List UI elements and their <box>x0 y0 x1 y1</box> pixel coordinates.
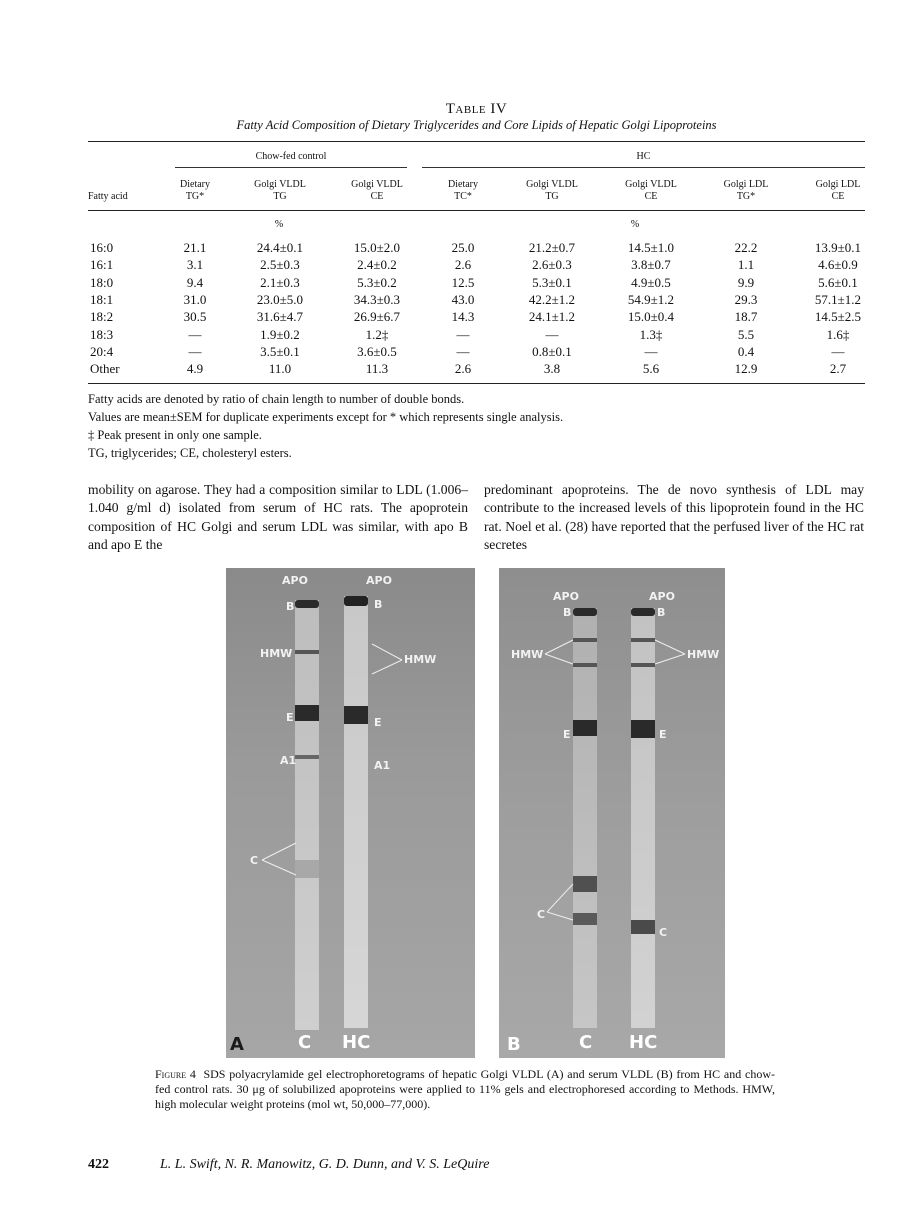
table-cell: 14.3 <box>451 309 475 325</box>
column-header <box>706 179 786 203</box>
table-cell: 26.9±6.7 <box>353 309 401 325</box>
table-cell: 4.9 <box>186 361 204 377</box>
column-header <box>155 179 235 203</box>
body-left-column: mobility on agarose. They had a composition similar to LDL (1.006–1.040 g/ml d) isolated from serum of HC rats. The apoprotein composition of HC Golgi and serum LDL was similar, with apo B and apo E the <box>88 482 468 552</box>
table-cell: 9.4 <box>186 274 204 290</box>
column-header-line: Golgi VLDL <box>526 179 578 190</box>
column-header-line: Golgi LDL <box>815 179 861 190</box>
footnote-2: Values are mean±SEM for duplicate experiments except for * which represents single analysis. <box>88 410 564 424</box>
table-cell: — <box>456 326 470 342</box>
label-apo-right: APO <box>366 574 392 587</box>
table-cell: 31.0 <box>183 291 207 307</box>
table-cell: 22.2 <box>734 240 758 255</box>
label-b-left: B <box>286 600 295 613</box>
label-hmw-right: HMW <box>404 653 437 666</box>
row-label: Other <box>90 361 120 377</box>
table-cell: 1.6‡ <box>826 326 850 342</box>
column-header-line: TC* <box>454 191 472 202</box>
table-cell: 43.0 <box>451 291 475 307</box>
table-cell: 4.6±0.9 <box>818 257 858 273</box>
column-header-line: TG* <box>736 191 756 202</box>
table-cell: 2.4±0.2 <box>357 257 397 273</box>
column-header-line: TG <box>545 191 559 202</box>
label-hmw-right: HMW <box>687 648 720 661</box>
table-cell: 29.3 <box>734 291 758 307</box>
row-label: 18:2 <box>90 309 114 325</box>
table-cell: — <box>188 343 202 359</box>
column-header <box>611 179 691 203</box>
table-cell: 25.0 <box>451 240 475 255</box>
table-cell: 3.8±0.7 <box>631 257 671 273</box>
group-rule-hc <box>422 167 865 168</box>
row-label: 18:0 <box>90 274 114 290</box>
table-cell: 3.5±0.1 <box>260 343 300 359</box>
footnote-1: Fatty acids are denoted by ratio of chain length to number of double bonds. <box>88 392 465 406</box>
table-cell: 23.0±5.0 <box>256 291 304 307</box>
column-header <box>337 179 417 203</box>
table-cell: — <box>456 343 470 359</box>
table-cell: 4.9±0.5 <box>631 274 671 290</box>
group-header-hc: HC <box>636 151 651 162</box>
table-cell: 5.6 <box>642 361 660 377</box>
table-cell: 12.9 <box>734 361 758 377</box>
label-b-left: B <box>563 606 572 619</box>
table-cell: 5.6±0.1 <box>818 274 858 290</box>
table-cell: 2.6±0.3 <box>532 257 572 273</box>
figure-caption <box>155 1067 775 1112</box>
row-label: 18:3 <box>90 326 114 342</box>
fatty-acid-header: Fatty acid <box>88 191 128 202</box>
column-header-line: Golgi VLDL <box>625 179 677 190</box>
table-cell: 42.2±1.2 <box>528 291 576 307</box>
column-header-line: CE <box>644 191 658 202</box>
footnote-3: ‡ Peak present in only one sample. <box>88 428 262 442</box>
table-cell: 0.8±0.1 <box>532 343 572 359</box>
panel-a-lane-c: C <box>298 1032 312 1053</box>
column-header <box>512 179 592 203</box>
label-c: C <box>250 854 259 867</box>
table-cell: 21.2±0.7 <box>528 240 576 255</box>
table-cell: 2.6 <box>454 257 472 273</box>
table-cell: 21.1 <box>183 240 207 255</box>
label-c-right: C <box>659 926 668 939</box>
table-cell: 12.5 <box>451 274 475 290</box>
column-header-line: Golgi LDL <box>723 179 769 190</box>
table-cell: 2.7 <box>829 361 847 377</box>
unit-chow: % <box>274 219 284 230</box>
table-cell: — <box>545 326 559 342</box>
table-cell: 1.1 <box>737 257 755 273</box>
table-cell: 14.5±2.5 <box>814 309 862 325</box>
table-cell: 11.0 <box>268 361 292 377</box>
table-cell: 15.0±2.0 <box>353 240 401 255</box>
panel-b-letter: B <box>507 1034 521 1055</box>
page-number: 422 <box>88 1157 109 1172</box>
caption-label: Figure 4 <box>155 1067 196 1081</box>
table-cell: 13.9±0.1 <box>814 240 862 255</box>
table-cell: 2.6 <box>454 361 472 377</box>
panel-a-letter: A <box>230 1034 244 1055</box>
panel-b-lane-c: C <box>579 1032 593 1053</box>
column-header-line: CE <box>831 191 845 202</box>
table-bottom-rule <box>88 383 865 384</box>
table-cell: 2.1±0.3 <box>260 274 300 290</box>
label-a1-right: A1 <box>374 759 391 772</box>
label-b-right: B <box>657 606 666 619</box>
table-cell: 3.8 <box>543 361 561 377</box>
table-cell: 54.9±1.2 <box>627 291 675 307</box>
table-cell: 11.3 <box>365 361 389 377</box>
running-authors: L. L. Swift, N. R. Manowitz, G. D. Dunn, and V. S. LeQuire <box>160 1157 490 1172</box>
column-header <box>423 179 503 203</box>
table-header-rule <box>88 210 865 211</box>
panel-a-lane-hc: HC <box>342 1032 371 1053</box>
row-label: 18:1 <box>90 291 114 307</box>
table-cell: 0.4 <box>737 343 755 359</box>
column-header <box>798 179 878 203</box>
label-b-right: B <box>374 598 383 611</box>
label-e-left: E <box>563 728 571 741</box>
table-cell: 24.4±0.1 <box>256 240 304 255</box>
label-e-right: E <box>374 716 382 729</box>
column-header-line: Golgi VLDL <box>351 179 403 190</box>
table-cell: 5.5 <box>737 326 755 342</box>
table-cell: 15.0±0.4 <box>627 309 675 325</box>
table-cell: — <box>644 343 658 359</box>
table-title: Table IV <box>445 101 508 117</box>
label-e-left: E <box>286 711 294 724</box>
table-cell: 14.5±1.0 <box>627 240 675 255</box>
table-cell: 1.9±0.2 <box>260 326 300 342</box>
table-cell: 1.3‡ <box>639 326 663 342</box>
table-cell: 31.6±4.7 <box>256 309 304 325</box>
footnote-4: TG, triglycerides; CE, cholesteryl esters. <box>88 446 292 460</box>
table-cell: 9.9 <box>737 274 755 290</box>
body-right-column: predominant apoproteins. The de novo synthesis of LDL may contribute to the increased levels of this lipoprotein found in the HC rat. Noel et al. (28) have reported that the perfused liver of the HC rat secretes <box>484 482 864 552</box>
group-rule-chow <box>175 167 407 168</box>
label-apo-left: APO <box>553 590 579 603</box>
caption-text: SDS polyacrylamide gel electrophoretograms of hepatic Golgi VLDL (A) and serum VLDL (B) from HC and chow-fed control rats. 30 μg of solubilized apoproteins were applied to 11% gels and electrophoresed according to Methods. HMW, high molecular weight proteins (mol wt, 50,000–77,000). <box>155 1067 775 1111</box>
column-header-line: TG* <box>185 191 205 202</box>
figure-panel-a <box>226 568 475 1058</box>
table-cell: 3.6±0.5 <box>357 343 397 359</box>
table-cell: 3.1 <box>186 257 204 273</box>
table-cell: 57.1±1.2 <box>814 291 862 307</box>
table-cell: — <box>188 326 202 342</box>
label-hmw-left: HMW <box>260 647 293 660</box>
label-hmw-left: HMW <box>511 648 544 661</box>
label-a1-left: A1 <box>280 754 297 767</box>
table-cell: 24.1±1.2 <box>528 309 576 325</box>
column-header-line: Dietary <box>180 179 210 190</box>
table-subtitle: Fatty Acid Composition of Dietary Triglycerides and Core Lipids of Hepatic Golgi Lipoproteins <box>236 118 717 132</box>
table-cell: 5.3±0.2 <box>357 274 397 290</box>
table-cell: 34.3±0.3 <box>353 291 401 307</box>
row-label: 16:1 <box>90 257 114 273</box>
label-c-left: C <box>537 908 546 921</box>
row-label: 20:4 <box>90 343 114 359</box>
column-header <box>240 179 320 203</box>
table-cell: 18.7 <box>734 309 758 325</box>
table-cell: 30.5 <box>183 309 207 325</box>
table-cell: — <box>831 343 845 359</box>
label-apo-right: APO <box>649 590 675 603</box>
unit-hc: % <box>630 219 640 230</box>
label-e-right: E <box>659 728 667 741</box>
column-header-line: TG <box>273 191 287 202</box>
column-header-line: Dietary <box>448 179 478 190</box>
figure-panel-b <box>499 568 725 1058</box>
panel-a-pointer-lines <box>226 568 475 1058</box>
table-cell: 1.2‡ <box>365 326 389 342</box>
column-header-line: Golgi VLDL <box>254 179 306 190</box>
table-top-rule <box>88 141 865 142</box>
group-header-chow: Chow-fed control <box>255 151 327 162</box>
panel-b-pointer-lines <box>499 568 725 1058</box>
column-header-line: CE <box>370 191 384 202</box>
table-cell: 2.5±0.3 <box>260 257 300 273</box>
panel-b-lane-hc: HC <box>629 1032 658 1053</box>
table-cell: 5.3±0.1 <box>532 274 572 290</box>
label-apo-left: APO <box>282 574 308 587</box>
row-label: 16:0 <box>90 240 114 255</box>
